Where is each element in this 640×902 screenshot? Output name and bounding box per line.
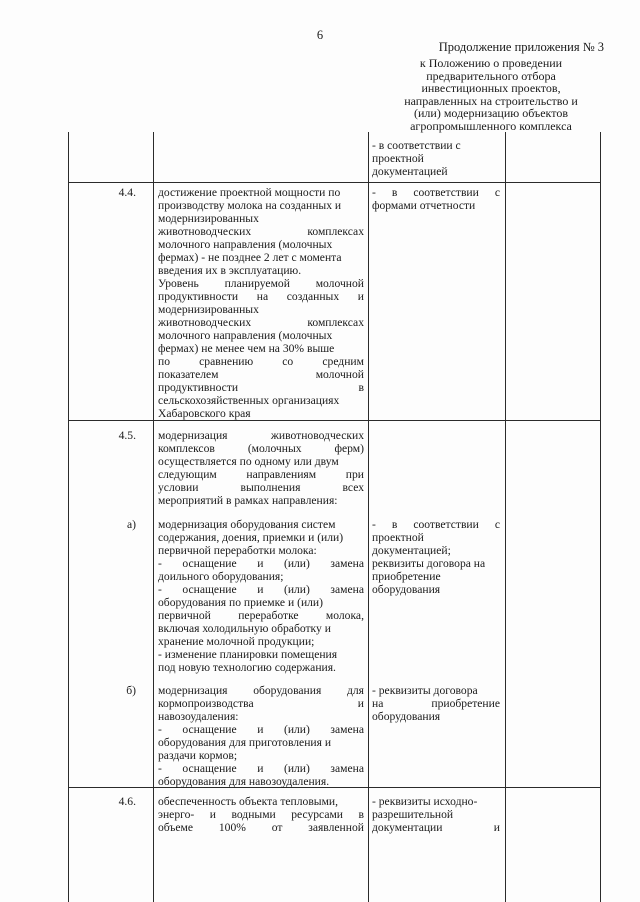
word: объеме <box>158 821 194 834</box>
word: и <box>257 723 264 736</box>
text-line: молочного направления (молочных <box>158 238 333 251</box>
word: замена <box>330 583 364 596</box>
text-line: доильного оборудования; <box>158 570 284 583</box>
text-line: хранение молочной продукции; <box>158 635 315 648</box>
word: (или) <box>283 762 310 775</box>
requirement-cell <box>158 429 364 507</box>
requirement-cell <box>158 186 364 420</box>
word: - <box>372 186 376 199</box>
text-line: модернизированных <box>158 212 259 225</box>
text-line: раздачи кормов; <box>158 749 238 762</box>
text-line <box>158 381 364 394</box>
text-line: фермах) - не позднее 2 лет с момента <box>158 251 342 264</box>
word: Уровень <box>158 277 199 290</box>
text-line: фермах) не менее чем на 30% выше <box>158 342 335 355</box>
text-line <box>158 468 364 481</box>
text-line: документацией <box>372 165 448 178</box>
word: комплексах <box>307 316 364 329</box>
text-line <box>158 481 364 494</box>
word: кормопроизводства <box>158 697 254 710</box>
word: приобретение <box>431 697 500 710</box>
word: молока, <box>325 609 364 622</box>
word: комплексах <box>307 225 364 238</box>
word: в <box>358 808 364 821</box>
text-line: - в соответствии с <box>372 139 461 152</box>
text-line: оборудования для приготовления и <box>158 736 332 749</box>
text-line: осуществляется по одному или двум <box>158 455 339 468</box>
text-line <box>158 429 364 442</box>
text-line: проектной <box>372 152 424 165</box>
word: условии <box>158 481 199 494</box>
word: соответствии <box>413 518 479 531</box>
text-line: документацией; <box>372 544 451 557</box>
requirement-cell <box>158 684 364 788</box>
text-line <box>158 609 364 622</box>
word: (или) <box>283 723 310 736</box>
text-line: Хабаровского края <box>158 407 251 420</box>
subtitle-line: агропромышленного комплекса <box>410 118 572 133</box>
text-line: оборудования по приемке и (или) <box>158 596 324 609</box>
documents-cell <box>372 186 500 212</box>
text-line: обеспеченность объекта тепловыми, <box>158 795 339 808</box>
text-line: первичной переработки молока: <box>158 544 317 557</box>
row-number: 4.4. <box>118 186 136 199</box>
word: заявленной <box>308 821 364 834</box>
text-line <box>158 355 364 368</box>
text-line: - реквизиты исходно- <box>372 795 478 808</box>
text-line <box>372 186 500 199</box>
word: и <box>257 583 264 596</box>
word: замена <box>330 762 364 775</box>
word: соответствии <box>413 186 479 199</box>
row-divider <box>68 182 601 183</box>
documents-cell <box>372 139 500 178</box>
text-line: достижение проектной мощности по <box>158 186 341 199</box>
text-line: формами отчетности <box>372 199 476 212</box>
word: созданных <box>286 290 340 303</box>
word: по <box>158 355 171 368</box>
word: замена <box>330 723 364 736</box>
word: - <box>372 518 376 531</box>
word: со <box>282 355 294 368</box>
text-line <box>372 821 500 834</box>
row-number: а) <box>126 518 136 531</box>
text-line: оборудования для навозоудаления. <box>158 775 330 788</box>
word: сравнению <box>199 355 254 368</box>
documents-cell <box>372 795 500 834</box>
word: для <box>346 684 364 697</box>
word: энерго- <box>158 808 195 821</box>
row-number: б) <box>126 684 136 697</box>
word: животноводческих <box>158 316 252 329</box>
word: всех <box>342 481 364 494</box>
word: продуктивности <box>158 381 239 394</box>
word: модернизация <box>158 429 228 442</box>
word: молочной <box>315 277 364 290</box>
page-number: 6 <box>316 28 324 42</box>
word: оснащение <box>182 762 237 775</box>
word: и <box>493 821 500 834</box>
row-divider <box>68 420 601 421</box>
text-line <box>158 316 364 329</box>
word: средним <box>322 355 364 368</box>
text-line: производству молока на созданных и <box>158 199 342 212</box>
subtitle-line: (или) модернизацию объектов <box>414 106 568 120</box>
word: оснащение <box>182 723 237 736</box>
appendix-title: Продолжение приложения № 3 <box>438 40 604 54</box>
text-line: сельскохозяйственных организациях <box>158 394 340 407</box>
word: и <box>357 290 364 303</box>
word: (или) <box>283 583 310 596</box>
text-line: проектной <box>372 531 424 544</box>
word: - <box>158 723 162 736</box>
word: на <box>256 290 269 303</box>
word: комплексов <box>158 442 215 455</box>
word: переработке <box>238 609 299 622</box>
text-line <box>372 697 500 710</box>
word: молочной <box>315 368 364 381</box>
row-number: 4.5. <box>118 429 136 442</box>
word: оснащение <box>182 583 237 596</box>
documents-cell <box>372 518 500 596</box>
word: в <box>391 186 398 199</box>
text-line: - изменение планировки помещения <box>158 648 338 661</box>
word: и <box>357 697 364 710</box>
text-line <box>158 277 364 290</box>
word: замена <box>330 557 364 570</box>
word: модернизация <box>158 684 228 697</box>
word: от <box>271 821 283 834</box>
word: планируемой <box>224 277 290 290</box>
text-line: включая холодильную обработку и <box>158 622 331 635</box>
text-line <box>158 762 364 775</box>
requirement-cell <box>158 518 364 674</box>
text-line: модернизация оборудования систем <box>158 518 336 531</box>
word: оснащение <box>182 557 237 570</box>
text-line: - реквизиты договора <box>372 684 478 697</box>
text-line <box>158 808 364 821</box>
word: продуктивности <box>158 290 239 303</box>
text-line <box>158 723 364 736</box>
word: показателем <box>158 368 219 381</box>
word: направлениям <box>246 468 317 481</box>
word: с <box>494 518 500 531</box>
subtitle-line: инвестиционных проектов, <box>421 81 561 95</box>
text-line <box>372 518 500 531</box>
word: документации <box>372 821 443 834</box>
word: 100% <box>218 821 246 834</box>
word: в <box>358 381 364 394</box>
text-line: оборудования <box>372 583 441 596</box>
word: первичной <box>158 609 211 622</box>
text-line <box>158 442 364 455</box>
text-line <box>158 684 364 697</box>
word: и <box>209 808 216 821</box>
subtitle-line: направленных на строительство и <box>404 93 578 108</box>
text-line <box>158 557 364 570</box>
word: (молочных <box>247 442 302 455</box>
text-line: реквизиты договора на <box>372 557 486 570</box>
text-line: модернизированных <box>158 303 259 316</box>
text-line <box>158 583 364 596</box>
subtitle-line: к Положению о проведении <box>419 56 563 70</box>
text-line: под новую технологию содержания. <box>158 661 336 674</box>
text-line <box>158 225 364 238</box>
row-number: 4.6. <box>118 795 136 808</box>
word: ферм) <box>334 442 364 455</box>
text-line: приобретение <box>372 570 441 583</box>
text-line: разрешительной <box>372 808 454 821</box>
text-line <box>158 368 364 381</box>
word: - <box>158 762 162 775</box>
word: - <box>158 583 162 596</box>
text-line: содержания, доения, приемки и (или) <box>158 531 344 544</box>
text-line: мероприятий в рамках направления: <box>158 494 338 507</box>
text-line: оборудования <box>372 710 441 723</box>
text-line: молочного направления (молочных <box>158 329 333 342</box>
requirement-cell <box>158 795 364 834</box>
word: ресурсами <box>291 808 344 821</box>
text-line <box>158 290 364 303</box>
word: и <box>257 762 264 775</box>
word: в <box>391 518 398 531</box>
text-line: навозоудаления: <box>158 710 239 723</box>
word: животноводческих <box>158 225 252 238</box>
text-line: введения их в эксплуатацию. <box>158 264 302 277</box>
word: при <box>345 468 364 481</box>
word: следующим <box>158 468 217 481</box>
word: на <box>372 697 384 710</box>
word: оборудования <box>253 684 322 697</box>
subtitle-line: предварительного отбора <box>426 68 556 83</box>
word: и <box>257 557 264 570</box>
word: выполнения <box>240 481 301 494</box>
word: - <box>158 557 162 570</box>
word: с <box>494 186 500 199</box>
word: животноводческих <box>270 429 364 442</box>
documents-cell <box>372 684 500 723</box>
text-line <box>158 697 364 710</box>
appendix-subtitle <box>376 57 606 132</box>
word: (или) <box>283 557 310 570</box>
word: водными <box>231 808 276 821</box>
text-line <box>158 821 364 834</box>
